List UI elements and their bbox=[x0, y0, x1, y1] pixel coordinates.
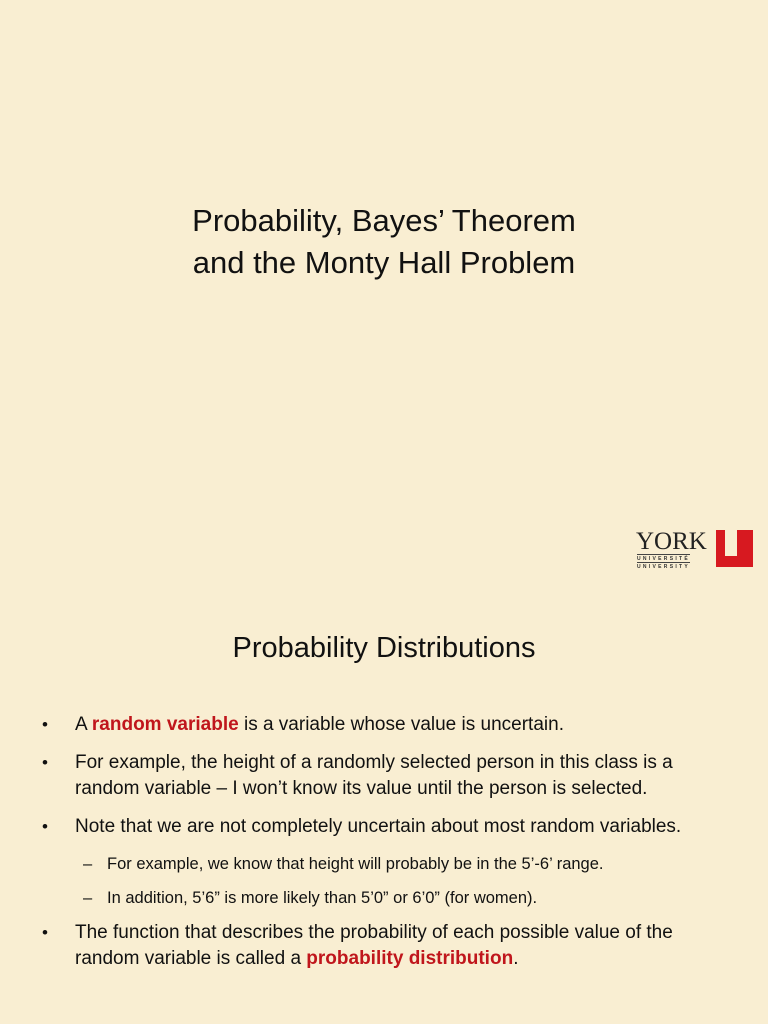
york-university-logo bbox=[636, 530, 756, 570]
bullet-list bbox=[40, 712, 740, 984]
logo-wordmark: YORK bbox=[636, 528, 707, 555]
title-line-1: Probability, Bayes’ Theorem bbox=[192, 203, 576, 238]
bullet-icon: • bbox=[42, 817, 48, 836]
slide-title: Probability Distributions bbox=[232, 632, 536, 664]
bullet-text: . bbox=[513, 948, 519, 969]
bullet-text: Note that we are not completely uncertain about most random variables. bbox=[75, 816, 682, 837]
bullet-icon: • bbox=[42, 753, 48, 772]
highlight-term: random variable bbox=[91, 714, 239, 735]
bullet-text: is a variable whose value is uncertain. bbox=[238, 714, 564, 735]
bullet-icon: • bbox=[42, 923, 48, 942]
logo-line-french: UNIVERSITÉ bbox=[637, 556, 691, 562]
content-slide bbox=[0, 600, 768, 1024]
bullet-item bbox=[40, 750, 740, 802]
bullet-item bbox=[40, 712, 740, 738]
bullet-item bbox=[40, 814, 740, 840]
york-u-mark-icon bbox=[716, 530, 753, 567]
bullet-item bbox=[40, 920, 740, 972]
sub-bullet-text: In addition, 5’6” is more likely than 5’0” or 6’0” (for women). bbox=[107, 889, 538, 907]
presentation-title bbox=[0, 200, 768, 284]
sub-bullet-item bbox=[40, 886, 740, 910]
dash-icon: – bbox=[83, 889, 93, 907]
bullet-text: The function that describes the probability of each possible value of the random variable is called a bbox=[75, 922, 673, 969]
title-line-2: and the Monty Hall Problem bbox=[192, 245, 576, 280]
bullet-text: A bbox=[75, 714, 92, 735]
highlight-term: probability distribution bbox=[306, 948, 514, 969]
dash-icon: – bbox=[83, 855, 93, 873]
sub-bullet-item bbox=[40, 852, 740, 876]
bullet-icon: • bbox=[42, 715, 48, 734]
sub-bullet-text: For example, we know that height will probably be in the 5’-6’ range. bbox=[107, 855, 604, 873]
logo-line-english: UNIVERSITY bbox=[637, 564, 691, 570]
bullet-text: For example, the height of a randomly selected person in this class is a random variable – I won’t know its value until the person is selected. bbox=[75, 752, 673, 799]
